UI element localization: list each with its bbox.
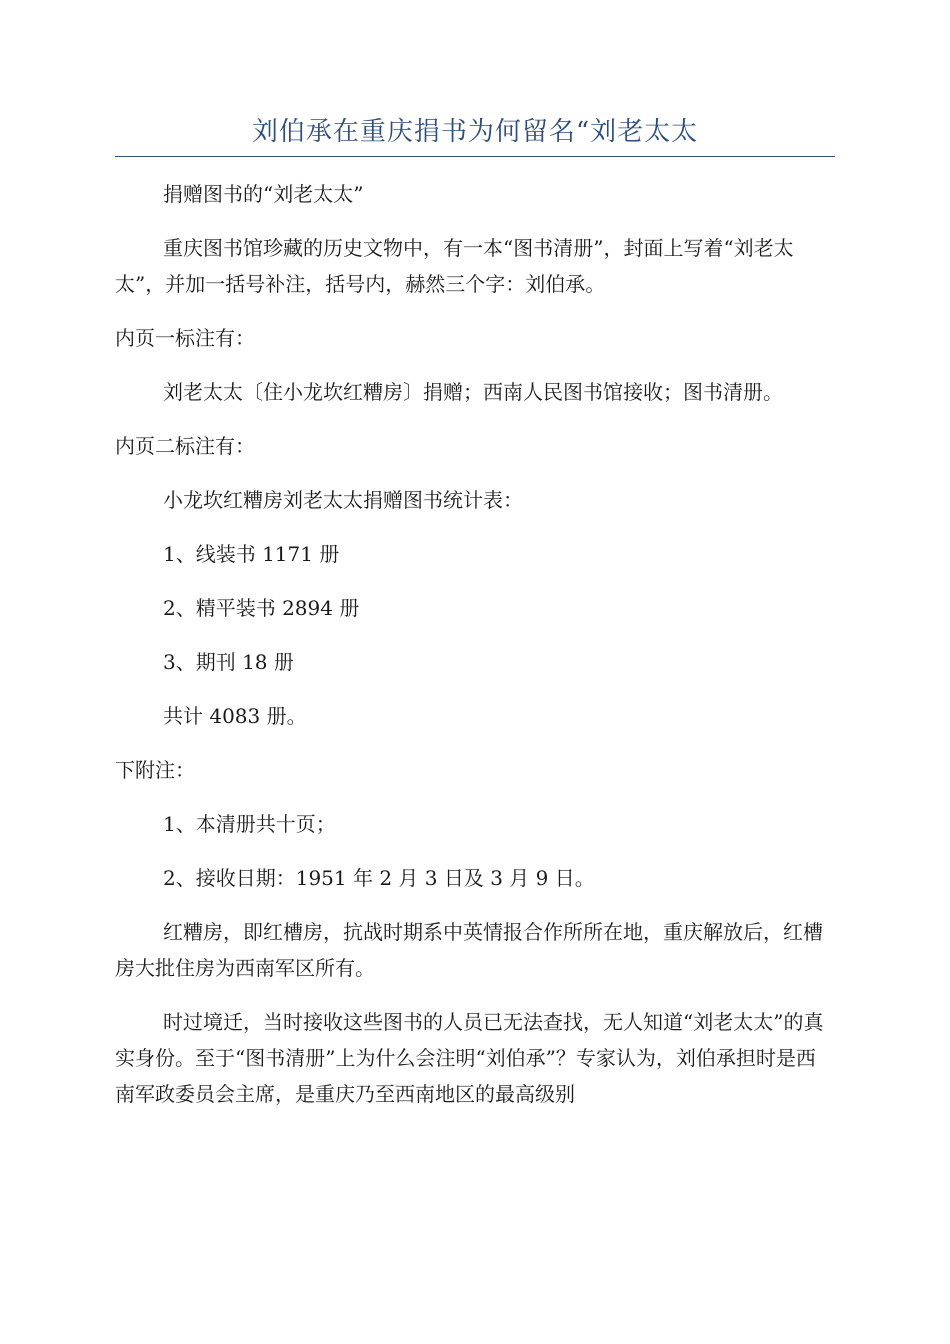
paragraph-1: 捐赠图书的“刘老太太” — [163, 182, 364, 206]
note-item-2: 2、接收日期：1951 年 2 月 3 日及 3 月 9 日。 — [163, 866, 595, 890]
paragraph-5: 内页二标注有： — [115, 434, 255, 458]
paragraph-3: 内页一标注有： — [115, 326, 255, 350]
document-body — [115, 176, 835, 1112]
list-item-3: 3、期刊 18 册 — [163, 650, 294, 674]
list-item-2: 2、精平装书 2894 册 — [163, 596, 360, 620]
paragraph-8: 时过境迁，当时接收这些图书的人员已无法查找，无人知道“刘老太太”的真实身份。至于“图书清册”上为什么会注明“刘伯承”？专家认为，刘伯承担时是西南军政委员会主席，是重庆乃至西南地区的最高级别 — [115, 1010, 824, 1106]
paragraph-6: 小龙坎红糟房刘老太太捐赠图书统计表： — [163, 488, 523, 512]
paragraph-4: 刘老太太〔住小龙坎红糟房〕捐赠；西南人民图书馆接收；图书清册。 — [163, 380, 783, 404]
paragraph-2: 重庆图书馆珍藏的历史文物中，有一本“图书清册”，封面上写着“刘老太太”，并加一括号补注，括号内，赫然三个字：刘伯承。 — [115, 236, 794, 296]
paragraph-7: 红糟房，即红槽房，抗战时期系中英情报合作所所在地，重庆解放后，红槽房大批住房为西南军区所有。 — [115, 920, 823, 980]
document-title: 刘伯承在重庆捐书为何留名“刘老太太 — [115, 112, 835, 157]
total-count: 共计 4083 册。 — [163, 704, 307, 728]
notes-heading: 下附注： — [115, 758, 195, 782]
note-item-1: 1、本清册共十页； — [163, 812, 336, 836]
list-item-1: 1、线装书 1171 册 — [163, 542, 340, 566]
